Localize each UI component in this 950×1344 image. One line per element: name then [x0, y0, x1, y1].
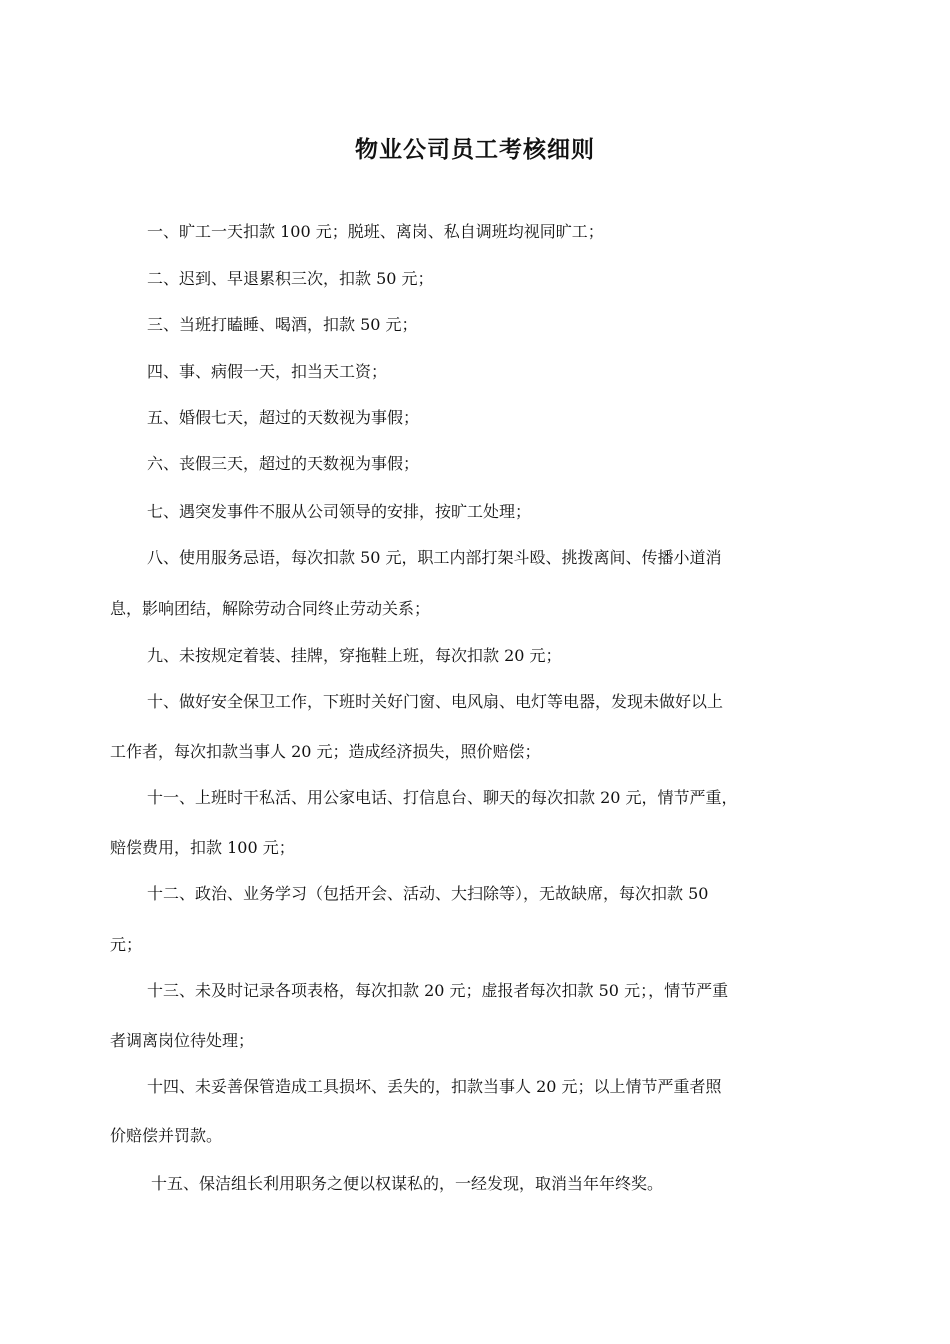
rule-11-line-1: 十一、上班时干私活、用公家电话、打信息台、聊天的每次扣款 20 元，情节严重， — [147, 788, 738, 807]
rule-8-line-2: 息，影响团结，解除劳动合同终止劳动关系； — [110, 599, 431, 618]
rule-12-line-2: 元； — [110, 935, 143, 954]
rule-2-line-1: 二、迟到、早退累积三次，扣款 50 元； — [147, 269, 434, 288]
rule-14-line-1: 十四、未妥善保管造成工具损坏、丢失的，扣款当事人 20 元；以上情节严重者照 — [147, 1077, 722, 1096]
rule-10-line-2: 工作者，每次扣款当事人 20 元；造成经济损失，照价赔偿； — [110, 742, 541, 761]
rule-13-line-2: 者调离岗位待处理； — [110, 1031, 255, 1050]
rule-4-line-1: 四、事、病假一天，扣当天工资； — [147, 362, 388, 381]
document-title: 物业公司员工考核细则 — [355, 137, 595, 163]
rule-10-line-1: 十、做好安全保卫工作，下班时关好门窗、电风扇、电灯等电器，发现未做好以上 — [147, 692, 724, 711]
rule-15-line-1: 十五、保洁组长利用职务之便以权谋私的，一经发现，取消当年年终奖。 — [151, 1174, 664, 1193]
rule-14-line-2: 价赔偿并罚款。 — [110, 1126, 223, 1145]
rule-12-line-1: 十二、政治、业务学习（包括开会、活动、大扫除等），无故缺席，每次扣款 50 — [147, 884, 709, 903]
rule-13-line-1: 十三、未及时记录各项表格，每次扣款 20 元；虚报者每次扣款 50 元；，情节严重 — [147, 981, 729, 1000]
rule-6-line-1: 六、丧假三天，超过的天数视为事假； — [147, 454, 420, 473]
rule-8-line-1: 八、使用服务忌语，每次扣款 50 元，职工内部打架斗殴、挑拨离间、传播小道消 — [147, 548, 722, 567]
rule-3-line-1: 三、当班打瞌睡、喝酒，扣款 50 元； — [147, 315, 418, 334]
rule-5-line-1: 五、婚假七天，超过的天数视为事假； — [147, 408, 420, 427]
rule-7-line-1: 七、遇突发事件不服从公司领导的安排，按旷工处理； — [147, 502, 532, 521]
rule-11-line-2: 赔偿费用，扣款 100 元； — [110, 838, 295, 857]
rule-9-line-1: 九、未按规定着装、挂牌，穿拖鞋上班，每次扣款 20 元； — [147, 646, 562, 665]
rule-1-line-1: 一、旷工一天扣款 100 元；脱班、离岗、私自调班均视同旷工； — [147, 222, 604, 241]
